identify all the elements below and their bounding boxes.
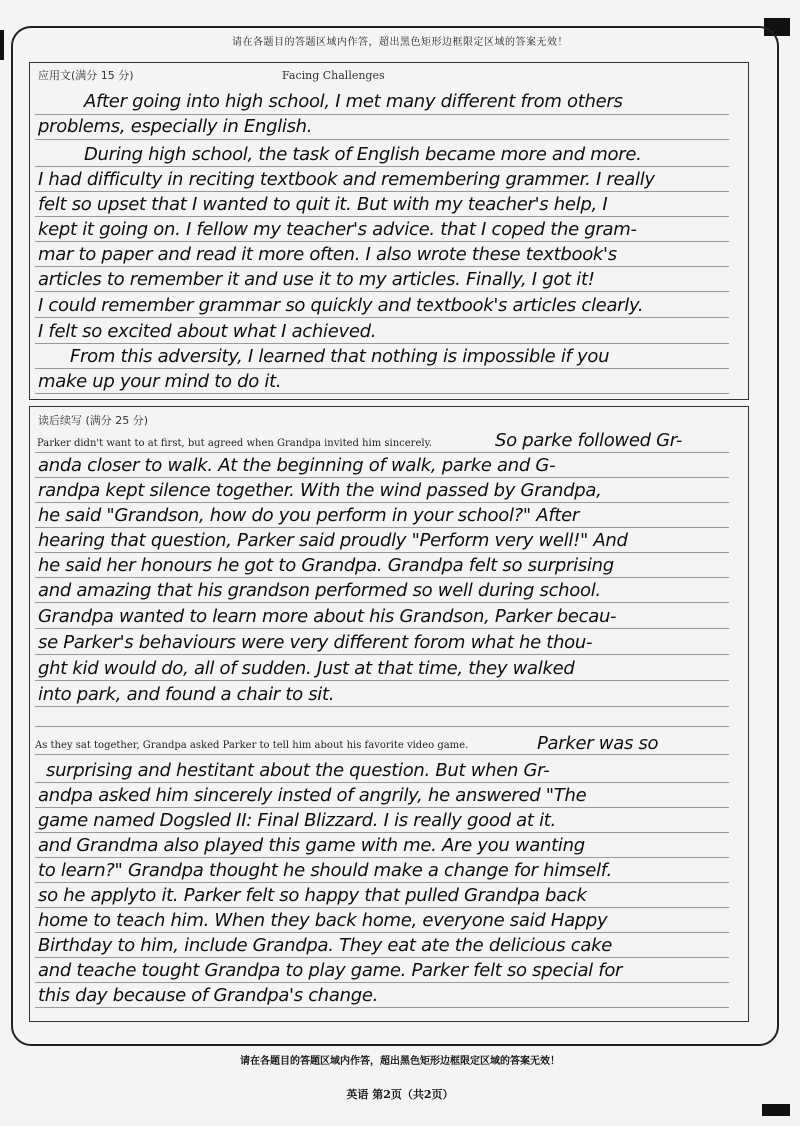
section1-line: I had difficulty in reciting textbook and remembering grammer. I really bbox=[38, 169, 655, 190]
section1-line: felt so upset that I wanted to quit it. But with my teacher's help, I bbox=[38, 194, 608, 215]
ruled-line bbox=[35, 368, 729, 369]
ruled-line bbox=[35, 502, 729, 503]
section1-line: From this adversity, I learned that nothing is impossible if you bbox=[70, 346, 610, 367]
section2-para2-line: this day because of Grandpa's change. bbox=[38, 985, 379, 1006]
ruled-line bbox=[35, 706, 729, 707]
section2-para2-line: to learn?" Grandpa thought he should make a change for himself. bbox=[38, 860, 612, 881]
section1-line: kept it going on. I fellow my teacher's advice. that I coped the gram- bbox=[38, 219, 637, 240]
section1-line: articles to remember it and use it to my articles. Finally, I got it! bbox=[38, 269, 595, 290]
section1-line: problems, especially in English. bbox=[38, 116, 313, 137]
section2-para2-line: Birthday to him, include Grandpa. They eat ate the delicious cake bbox=[38, 935, 612, 956]
section2-label: 读后续写 (满分 25 分) bbox=[38, 414, 149, 427]
section2-para2-line: Parker was so bbox=[537, 733, 659, 754]
section1-label: 应用文(满分 15 分) bbox=[38, 69, 134, 82]
ruled-line bbox=[35, 114, 729, 115]
section2-para1-line: Grandpa wanted to learn more about his Grandson, Parker becau- bbox=[38, 606, 617, 627]
ruled-line bbox=[35, 452, 729, 453]
section2-para1-line: randpa kept silence together. With the wind passed by Grandpa, bbox=[38, 480, 602, 501]
ruled-line bbox=[35, 1007, 729, 1008]
ruled-line bbox=[35, 907, 729, 908]
ruled-line bbox=[35, 317, 729, 318]
section2-para2-line: home to teach him. When they back home, everyone said Happy bbox=[38, 910, 608, 931]
ruled-line bbox=[35, 191, 729, 192]
ruled-line bbox=[35, 982, 729, 983]
ruled-line bbox=[35, 726, 729, 727]
ruled-line bbox=[35, 654, 729, 655]
section2-para1-line: he said her honours he got to Grandpa. Grandpa felt so surprising bbox=[38, 555, 614, 576]
ruled-line bbox=[35, 393, 729, 394]
registration-mark-bottom-right bbox=[762, 1104, 790, 1116]
footer-notice: 请在各题目的答题区域内作答，超出黑色矩形边框限定区域的答案无效！ bbox=[240, 1056, 560, 1067]
ruled-line bbox=[35, 527, 729, 528]
section2-para2-line: and teache tought Grandpa to play game. Parker felt so special for bbox=[38, 960, 623, 981]
header-notice: 请在各题目的答题区域内作答，超出黑色矩形边框限定区域的答案无效！ bbox=[232, 37, 568, 48]
ruled-line bbox=[35, 291, 729, 292]
section2-para1-line: So parke followed Gr- bbox=[495, 430, 683, 451]
section2-para1-line: and amazing that his grandson performed so well during school. bbox=[38, 580, 601, 601]
ruled-line bbox=[35, 832, 729, 833]
ruled-line bbox=[35, 602, 729, 603]
section2-para2-line: surprising and hestitant about the question. But when Gr- bbox=[46, 760, 550, 781]
ruled-line bbox=[35, 957, 729, 958]
ruled-line bbox=[35, 807, 729, 808]
ruled-line bbox=[35, 754, 729, 755]
ruled-line bbox=[35, 216, 729, 217]
section1-line: mar to paper and read it more often. I also wrote these textbook's bbox=[38, 244, 617, 265]
ruled-line bbox=[35, 577, 729, 578]
ruled-line bbox=[35, 477, 729, 478]
section1-line: During high school, the task of English became more and more. bbox=[84, 144, 642, 165]
ruled-line bbox=[35, 782, 729, 783]
ruled-line bbox=[35, 139, 729, 140]
ruled-line bbox=[35, 166, 729, 167]
section2-para1-line: anda closer to walk. At the beginning of walk, parke and G- bbox=[38, 455, 556, 476]
section2-para2-line: andpa asked him sincerely insted of angrily, he answered "The bbox=[38, 785, 587, 806]
ruled-line bbox=[35, 266, 729, 267]
section2-para2-line: and Grandma also played this game with me. Are you wanting bbox=[38, 835, 585, 856]
ruled-line bbox=[35, 343, 729, 344]
section2-para2-line: game named Dogsled II: Final Blizzard. I is really good at it. bbox=[38, 810, 556, 831]
ruled-line bbox=[35, 857, 729, 858]
section2-para2-line: so he applyto it. Parker felt so happy that pulled Grandpa back bbox=[38, 885, 587, 906]
ruled-line bbox=[35, 882, 729, 883]
section1-line: I could remember grammar so quickly and textbook's articles clearly. bbox=[38, 295, 644, 316]
section2-prompt-1: Parker didn't want to at first, but agreed when Grandpa invited him sincerely. bbox=[37, 438, 433, 449]
section2-para1-line: ght kid would do, all of sudden. Just at that time, they walked bbox=[38, 658, 575, 679]
ruled-line bbox=[35, 932, 729, 933]
ruled-line bbox=[35, 552, 729, 553]
section2-para1-line: into park, and found a chair to sit. bbox=[38, 684, 335, 705]
section2-para1-line: hearing that question, Parker said proudly "Perform very well!" And bbox=[38, 530, 628, 551]
ruled-line bbox=[35, 628, 729, 629]
section1-line: make up your mind to do it. bbox=[38, 371, 282, 392]
section2-para1-line: he said "Grandson, how do you perform in your school?" After bbox=[38, 505, 579, 526]
ruled-line bbox=[35, 241, 729, 242]
section2-para1-line: se Parker's behaviours were very different forom what he thou- bbox=[38, 632, 593, 653]
ruled-line bbox=[35, 680, 729, 681]
section1-title: Facing Challenges bbox=[282, 69, 385, 82]
section2-prompt-2: As they sat together, Grandpa asked Parker to tell him about his favorite video game. bbox=[35, 740, 469, 751]
page-number: 英语 第2页（共2页） bbox=[346, 1088, 454, 1101]
section1-line: I felt so excited about what I achieved. bbox=[38, 321, 377, 342]
section1-line: After going into high school, I met many different from others bbox=[84, 91, 623, 112]
